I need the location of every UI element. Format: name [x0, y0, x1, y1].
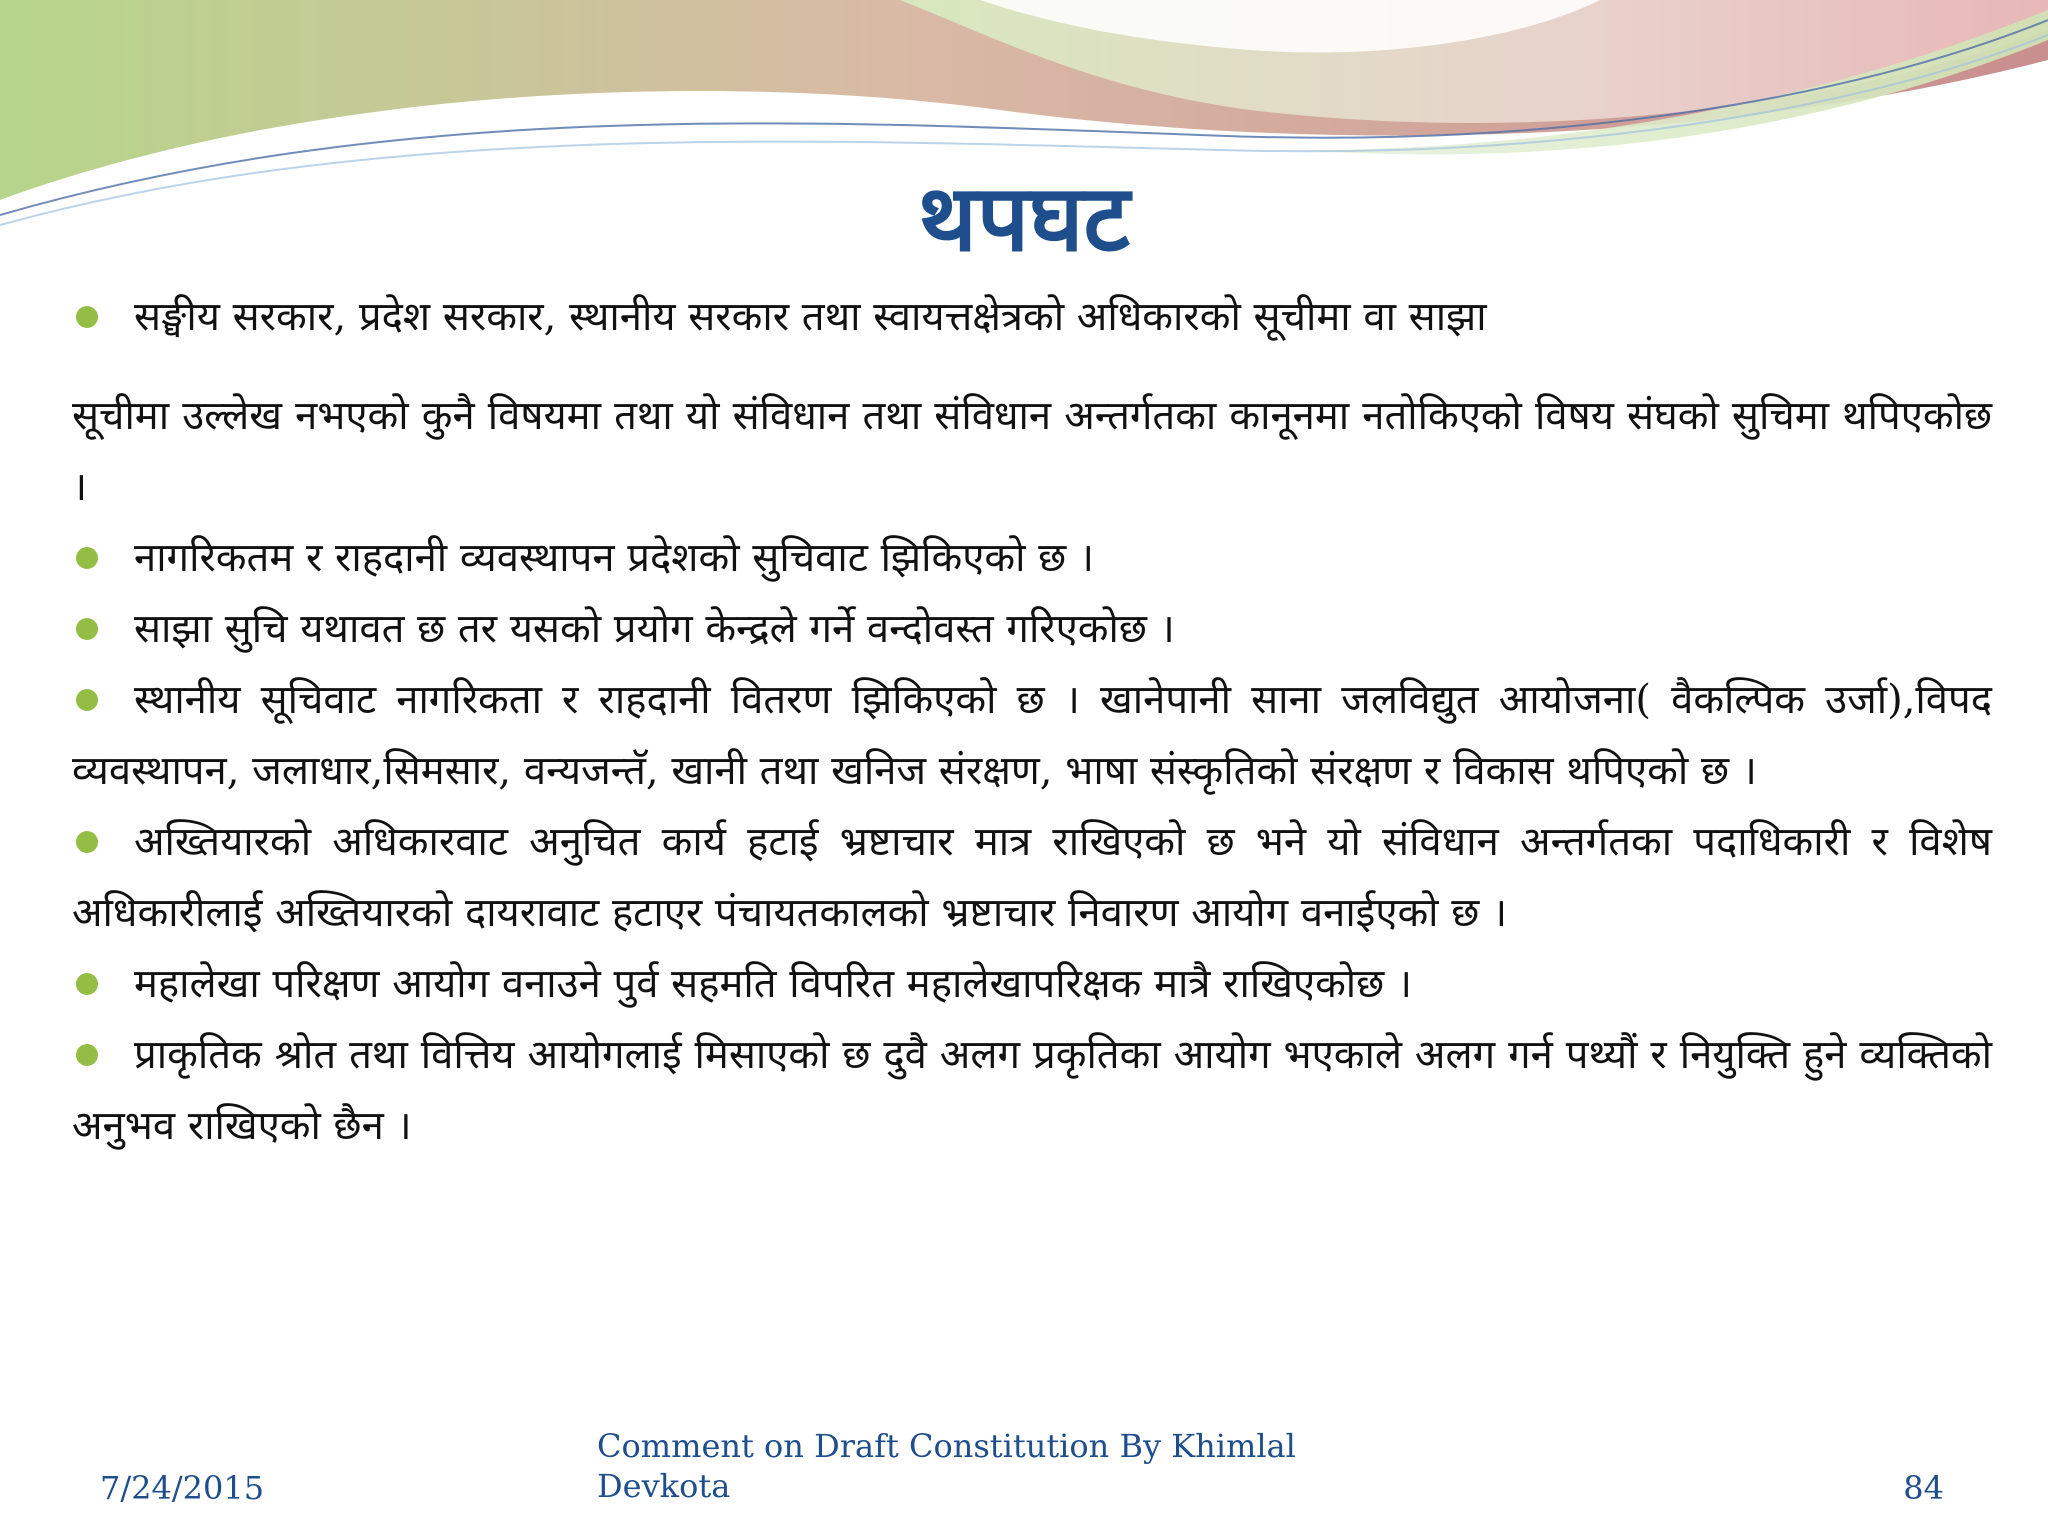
paragraph-text: प्राकृतिक श्रोत तथा वित्तिय आयोगलाई मिसाएको छ दुवै अलग प्रकृतिका आयोग भएकाले अलग गर्न पथ्यौं र नियुक्ति हुने व्यक्तिको अनुभव राखिएको छैन । — [72, 1032, 1992, 1149]
bullet-paragraph-4 — [72, 665, 1992, 807]
bullet-dot-icon — [76, 306, 98, 328]
paragraph-text: महालेखा परिक्षण आयोग वनाउने पुर्व सहमति विपरित महालेखापरिक्षक मात्रै राखिएकोछ । — [134, 961, 1413, 1007]
footer-caption-line-2: Devkota — [597, 1467, 731, 1505]
bullet-dot-icon — [76, 1044, 98, 1066]
paragraph-text: अख्तियारको अधिकारवाट अनुचित कार्य हटाई भ्रष्टाचार मात्र राखिएको छ भने यो संविधान अन्तर्गतका पदाधिकारी र विशेष अधिकारीलाई अख्तियारको दायरावाट हटाएर पंचायतकालको भ्रष्टाचार निवारण आयोग वनाईएको छ । — [72, 819, 1992, 936]
footer-date: 7/24/2015 — [100, 1469, 265, 1507]
footer-page-number: 84 — [1903, 1469, 1944, 1507]
paragraph-text: स्थानीय सूचिवाट नागरिकता र राहदानी वितरण झिकिएको छ । खानेपानी साना जलविद्युत आयोजना( वैकल्पिक उर्जा),विपद व्यवस्थापन, जलाधार,सिमसार, वन्यजन्तॅ, खानी तथा खनिज संरक्षण, भाषा संस्कृतिको संरक्षण र विकास थपिएको छ । — [72, 677, 1992, 794]
paragraph-text: सूचीमा उल्लेख नभएको कुनै विषयमा तथा यो संविधान तथा संविधान अन्तर्गतका कानूनमा नतोकिएको विषय संघको सुचिमा थपिएकोछ । — [72, 393, 1992, 510]
bullet-dot-icon — [76, 689, 98, 711]
paragraph-text: सङ्घीय सरकार, प्रदेश सरकार, स्थानीय सरकार तथा स्वायत्तक्षेत्रको अधिकारको सूचीमा वा साझा — [134, 294, 1487, 340]
bullet-paragraph-3 — [72, 594, 1992, 665]
bullet-dot-icon — [76, 831, 98, 853]
bullet-dot-icon — [76, 547, 98, 569]
bullet-paragraph-2 — [72, 523, 1992, 594]
slide-body — [72, 282, 1992, 1162]
bullet-paragraph-5 — [72, 807, 1992, 949]
slide-title: थपघट — [918, 164, 1130, 272]
bullet-dot-icon — [76, 973, 98, 995]
footer-caption — [597, 1426, 1317, 1506]
footer-caption-line-1: Comment on Draft Constitution By Khimlal — [597, 1427, 1296, 1465]
paragraph-continuation — [72, 381, 1992, 523]
bullet-paragraph-7 — [72, 1020, 1992, 1162]
paragraph-text: साझा सुचि यथावत छ तर यसको प्रयोग केन्द्रले गर्ने वन्दोवस्त गरिएकोछ । — [134, 606, 1175, 652]
bullet-paragraph-1 — [72, 282, 1992, 353]
bullet-paragraph-6 — [72, 949, 1992, 1020]
bullet-dot-icon — [76, 618, 98, 640]
paragraph-text: नागरिकतम र राहदानी व्यवस्थापन प्रदेशको सुचिवाट झिकिएको छ । — [134, 535, 1095, 581]
